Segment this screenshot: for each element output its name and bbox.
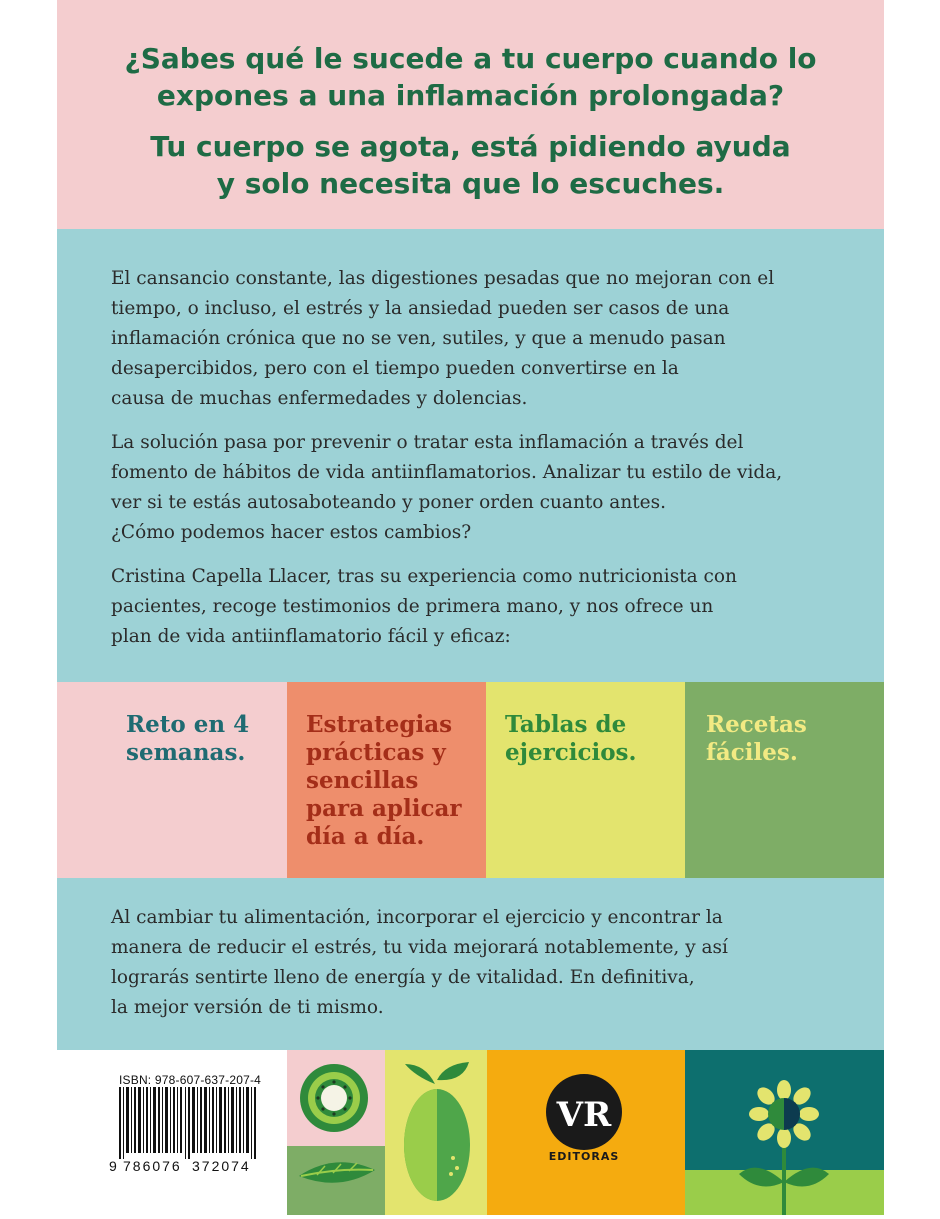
lime-tile xyxy=(385,1050,487,1215)
headline-question: ¿Sabes qué le sucede a tu cuerpo cuando lo expones a una inflamación prolongada? xyxy=(124,42,817,112)
feature-box-recipes xyxy=(685,682,884,878)
feature-box-strategies xyxy=(287,682,486,878)
feature-box-exercises xyxy=(486,682,685,878)
barcode-icon xyxy=(117,1087,262,1159)
kiwi-tile xyxy=(287,1050,385,1215)
publisher-name: EDITORAS xyxy=(548,1150,620,1163)
publisher-tile xyxy=(487,1050,685,1215)
book-back-cover xyxy=(57,0,884,1215)
barcode-digits-left: 786076 xyxy=(123,1158,182,1174)
feature-label-recipes: Recetas fáciles. xyxy=(706,711,807,766)
publisher-logo-text: VR xyxy=(556,1095,612,1135)
closing-paragraph: Al cambiar tu alimentación, incorporar el ejercicio y encontrar la manera de reducir el estrés, tu vida mejorará notablemente, y así lograrás sentirte lleno de energía y de vitalidad. En definitiva, la mejor versión de ti mismo. xyxy=(111,907,728,1018)
description-paragraph-2: La solución pasa por prevenir o tratar esta inflamación a través del fomento de hábitos de vida antiinflamatorios. Analizar tu estilo de vida, ver si te estás autosaboteando y poner orden cuanto antes. ¿Cómo podemos hacer estos cambios? xyxy=(111,432,783,543)
feature-label-challenge: Reto en 4 semanas. xyxy=(126,711,250,766)
barcode-digit-first: 9 xyxy=(109,1158,117,1174)
feature-box-challenge xyxy=(57,682,287,878)
description-paragraph-3: Cristina Capella Llacer, tras su experiencia como nutricionista con pacientes, recoge testimonios de primera mano, y nos ofrece un plan de vida antiinflamatorio fácil y eficaz: xyxy=(111,566,737,647)
feature-label-exercises: Tablas de ejercicios. xyxy=(505,711,637,766)
sunflower-tile xyxy=(685,1050,884,1215)
barcode-digits-right: 372074 xyxy=(192,1158,251,1174)
description-paragraph-1: El cansancio constante, las digestiones pesadas que no mejoran con el tiempo, o incluso, el estrés y la ansiedad pueden ser casos de una inflamación crónica que no se ven, sutiles, y que a menudo pasan desapercibidos, pero con el tiempo pueden convertirse en la causa de muchas enfermedades y dolencias. xyxy=(111,268,775,409)
isbn-text: ISBN: 978-607-637-207-4 xyxy=(119,1073,262,1087)
headline-answer: Tu cuerpo se agota, está pidiendo ayuda y solo necesita que lo escuches. xyxy=(150,130,791,200)
kiwi-icon xyxy=(300,1064,368,1132)
header-band xyxy=(57,0,884,229)
illustration-strip xyxy=(287,1050,884,1215)
feature-label-strategies: Estrategias prácticas y sencillas para aplicar día a día. xyxy=(306,711,462,850)
